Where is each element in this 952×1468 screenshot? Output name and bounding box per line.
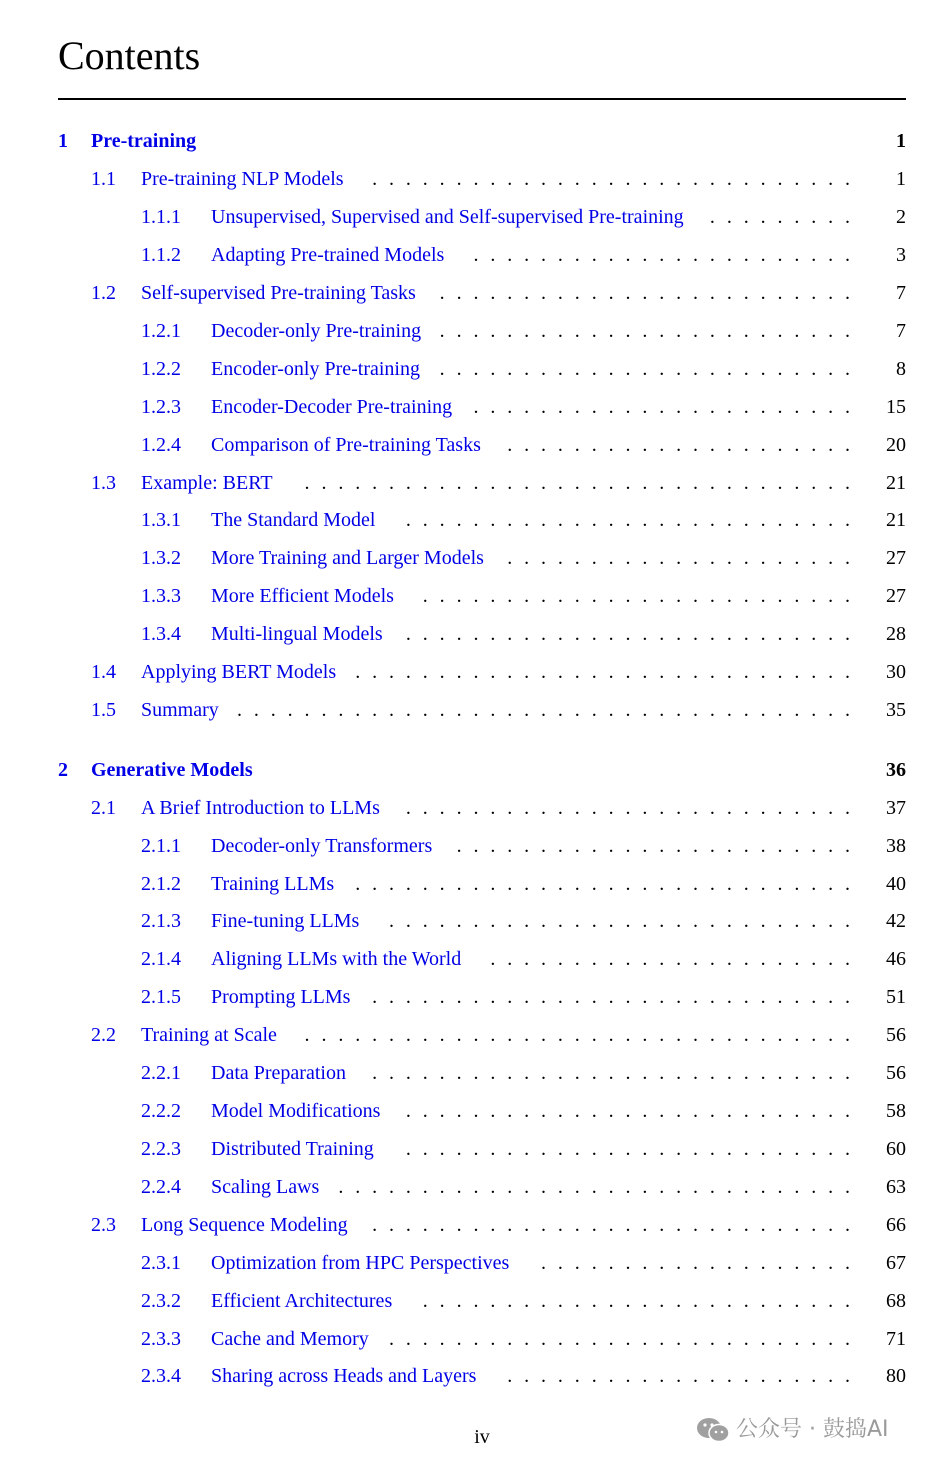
toc-entry-title[interactable]: Applying BERT Models: [141, 661, 337, 683]
toc-subsection-entry[interactable]: [0, 1059, 952, 1087]
toc-entry-number: 2.3.3: [141, 1328, 181, 1350]
toc-dot-leader: . . . . . . . . . . . . . . . . . . . . . . . . . . . .: [389, 910, 851, 932]
toc-entry-number: 2.2: [91, 1024, 116, 1046]
toc-entry-title[interactable]: Generative Models: [91, 759, 253, 781]
toc-entry-number: 1.2.4: [141, 434, 181, 456]
toc-entry-title[interactable]: Decoder-only Pre-training: [211, 320, 422, 342]
page-number: iv: [474, 1426, 490, 1448]
toc-entry-page[interactable]: 27: [886, 547, 906, 569]
toc-entry-title[interactable]: Example: BERT: [141, 472, 273, 494]
toc-entry-number: 1.5: [91, 699, 116, 721]
toc-dot-leader: . . . . . . . . . . . . . . . . . . . . . . . . . . . . . . . . . . . . .: [236, 699, 851, 721]
toc-dot-leader: . . . . . . . . . . . . . . . . . . . . .: [507, 434, 851, 456]
toc-dot-leader: . . . . . . . . . . . . . . . . . . . . . . .: [473, 244, 851, 266]
toc-entry-number: 1.1.1: [141, 206, 181, 228]
wechat-icon: [696, 1417, 730, 1443]
toc-entry-number: 1.1: [91, 168, 116, 190]
toc-entry-page[interactable]: 66: [886, 1214, 906, 1236]
toc-entry-page[interactable]: 38: [886, 835, 906, 857]
toc-entry-page[interactable]: 63: [886, 1176, 906, 1198]
toc-subsection-entry[interactable]: [0, 1173, 952, 1201]
toc-entry-title[interactable]: The Standard Model: [211, 509, 376, 531]
toc-entry-page[interactable]: 42: [886, 910, 906, 932]
toc-chapter-entry[interactable]: [0, 756, 952, 784]
toc-entry-page[interactable]: 7: [896, 320, 906, 342]
toc-entry-number: 1.3.1: [141, 509, 181, 531]
toc-entry-number: 1.2.3: [141, 396, 181, 418]
watermark-text: 公众号 · 鼓捣AI: [736, 1417, 889, 1442]
toc-dot-leader: . . . . . . . . . . . . . . . . . . . . . . . . . . . . . . . . .: [304, 1024, 851, 1046]
toc-subsection-entry[interactable]: [0, 1249, 952, 1277]
toc-entry-number: 2: [58, 759, 68, 781]
toc-entry-number: 2.1.3: [141, 910, 181, 932]
toc-entry-page[interactable]: 7: [896, 282, 906, 304]
toc-entry-title[interactable]: Encoder-only Pre-training: [211, 358, 420, 380]
toc-entry-number: 1.3.4: [141, 623, 181, 645]
toc-dot-leader: . . . . . . . . . . . . . . . . . . . . . . . .: [456, 835, 851, 857]
toc-entry-page[interactable]: 28: [886, 623, 906, 645]
toc-entry-page[interactable]: 3: [896, 244, 906, 266]
toc-entry-number: 2.2.2: [141, 1100, 181, 1122]
toc-entry-number: 2.3: [91, 1214, 116, 1236]
toc-dot-leader: . . . . . . . . . . . . . . . . . . . . . . . . . .: [422, 585, 851, 607]
toc-entry-page[interactable]: 30: [886, 661, 906, 683]
toc-entry-number: 2.1.4: [141, 948, 181, 970]
toc-entry-number: 2.3.4: [141, 1365, 181, 1387]
toc-entry-number: 2.3.1: [141, 1252, 181, 1274]
toc-subsection-entry[interactable]: [0, 983, 952, 1011]
toc-section-entry[interactable]: [0, 279, 952, 307]
toc-entry-title[interactable]: Scaling Laws: [211, 1176, 320, 1198]
toc-subsection-entry[interactable]: [0, 203, 952, 231]
toc-section-entry[interactable]: [0, 696, 952, 724]
toc-entry-title[interactable]: Cache and Memory: [211, 1328, 369, 1350]
toc-dot-leader: . . . . . . . . . . . . . . . . . . . . . . . . . . .: [405, 623, 851, 645]
toc-entry-page[interactable]: 8: [896, 358, 906, 380]
toc-dot-leader: . . . . . . . . . . . . . . . . . . . . . . . . . . . . . .: [355, 661, 851, 683]
toc-dot-leader: . . . . . . . . . . . . . . . . . . . . . . . . .: [439, 358, 851, 380]
toc-dot-leader: . . . . . . . . . . . . . . . . . . . . . . .: [473, 396, 851, 418]
toc-entry-title[interactable]: Multi-lingual Models: [211, 623, 383, 645]
toc-entry-title[interactable]: Efficient Architectures: [211, 1290, 393, 1312]
toc-entry-title[interactable]: Prompting LLMs: [211, 986, 351, 1008]
toc-entry-page[interactable]: 60: [886, 1138, 906, 1160]
page-title: Contents: [58, 33, 201, 78]
toc-dot-leader: . . . . . . . . . . . . . . . . . . . . . . . . . . .: [405, 797, 851, 819]
toc-dot-leader: . . . . . . . . . . . . . . . . . . . . . . . . .: [439, 320, 851, 342]
toc-entry-page[interactable]: 21: [886, 472, 906, 494]
toc-section-entry[interactable]: [0, 165, 952, 193]
toc-entry-page[interactable]: 1: [896, 168, 906, 190]
toc-section-entry[interactable]: [0, 794, 952, 822]
toc-entry-number: 2.2.1: [141, 1062, 181, 1084]
toc-entry-page[interactable]: 71: [886, 1328, 906, 1350]
toc-subsection-entry[interactable]: [0, 393, 952, 421]
toc-entry-number: 2.2.4: [141, 1176, 181, 1198]
toc-subsection-entry[interactable]: [0, 832, 952, 860]
toc-dot-leader: . . . . . . . . . . . . . . . . . . . . .: [507, 547, 851, 569]
toc-entry-number: 1.2.1: [141, 320, 181, 342]
toc-entry-title[interactable]: Unsupervised, Supervised and Self-supervised Pre-training: [211, 206, 684, 228]
toc-subsection-entry[interactable]: [0, 1362, 952, 1390]
toc-entry-page[interactable]: 37: [886, 797, 906, 819]
toc-dot-leader: . . . . . . . . . . . . . . . . . . . . . . . . . . .: [405, 509, 851, 531]
toc-entry-number: 1.4: [91, 661, 116, 683]
toc-dot-leader: . . . . . . . . . . . . . . . . . . . . . . . . . . . . . .: [355, 873, 851, 895]
toc-entry-number: 1.3.3: [141, 585, 181, 607]
toc-dot-leader: . . . . . . . . . . . . . . . . . . .: [541, 1252, 851, 1274]
toc-entry-title[interactable]: Adapting Pre-trained Models: [211, 244, 445, 266]
toc-subsection-entry[interactable]: [0, 1287, 952, 1315]
toc-entry-page[interactable]: 35: [886, 699, 906, 721]
toc-dot-leader: . . . . . . . . . . . . . . . . . . . . . . . . . . .: [405, 1138, 851, 1160]
toc-dot-leader: . . . . . . . . . . . . . . . . . . . . . . . . . . . . . . . . .: [304, 472, 851, 494]
toc-entry-number: 2.1.5: [141, 986, 181, 1008]
toc-subsection-entry[interactable]: [0, 241, 952, 269]
toc-entry-title[interactable]: Distributed Training: [211, 1138, 374, 1160]
toc-subsection-entry[interactable]: [0, 582, 952, 610]
toc-entry-title[interactable]: Aligning LLMs with the World: [211, 948, 462, 970]
toc-entry-page[interactable]: 58: [886, 1100, 906, 1122]
toc-entry-title[interactable]: Decoder-only Transformers: [211, 835, 433, 857]
toc-dot-leader: . . . . . . . . . . . . . . . . . . . . . . . . . . . . .: [372, 986, 851, 1008]
toc-entry-title[interactable]: Sharing across Heads and Layers: [211, 1365, 477, 1387]
toc-dot-leader: . . . . . . . . . . . . . . . . . . . . . . . . . . . . .: [372, 168, 851, 190]
toc-dot-leader: . . . . . . . . . . . . . . . . . . . . . . . . .: [439, 282, 851, 304]
toc-entry-number: 2.1.1: [141, 835, 181, 857]
toc-subsection-entry[interactable]: [0, 355, 952, 383]
toc-entry-title[interactable]: Optimization from HPC Perspectives: [211, 1252, 510, 1274]
toc-chapter-entry[interactable]: [0, 127, 952, 155]
toc-entry-title[interactable]: Pre-training: [91, 130, 197, 152]
toc-entry-title[interactable]: More Efficient Models: [211, 585, 394, 607]
toc-entry-number: 2.1: [91, 797, 116, 819]
toc-dot-leader: . . . . . . . . . . . . . . . . . . . . . . . . . . . . . . .: [338, 1176, 851, 1198]
toc-entry-title[interactable]: Long Sequence Modeling: [141, 1214, 348, 1236]
toc-dot-leader: . . . . . . . . . . . . . . . . . . . . . . . . . . .: [405, 1100, 851, 1122]
toc-entry-title[interactable]: More Training and Larger Models: [211, 547, 484, 569]
toc-subsection-entry[interactable]: [0, 431, 952, 459]
toc-entry-number: 1.2: [91, 282, 116, 304]
toc-entry-page[interactable]: 56: [886, 1024, 906, 1046]
toc-entry-title[interactable]: Training LLMs: [211, 873, 335, 895]
toc-entry-number: 1.1.2: [141, 244, 181, 266]
watermark: [696, 1412, 889, 1448]
toc-entry-page[interactable]: 21: [886, 509, 906, 531]
toc-subsection-entry[interactable]: [0, 317, 952, 345]
toc-entry-number: 2.1.2: [141, 873, 181, 895]
toc-dot-leader: . . . . . . . . . . . . . . . . . . . . . . . . . .: [422, 1290, 851, 1312]
toc-entry-page[interactable]: 2: [896, 206, 906, 228]
toc-entry-title[interactable]: Data Preparation: [211, 1062, 346, 1084]
toc-entry-number: 1.3: [91, 472, 116, 494]
toc-entry-number: 1.2.2: [141, 358, 181, 380]
toc-section-entry[interactable]: [0, 1021, 952, 1049]
toc-entry-number: 2.2.3: [141, 1138, 181, 1160]
toc-subsection-entry[interactable]: [0, 945, 952, 973]
toc-entry-page[interactable]: 36: [886, 759, 906, 781]
toc-entry-page[interactable]: 67: [886, 1252, 906, 1274]
toc-subsection-entry[interactable]: [0, 870, 952, 898]
toc-entry-title[interactable]: A Brief Introduction to LLMs: [141, 797, 380, 819]
toc-subsection-entry[interactable]: [0, 620, 952, 648]
toc-entry-number: 1.3.2: [141, 547, 181, 569]
toc-section-entry[interactable]: [0, 469, 952, 497]
toc-entry-page[interactable]: 20: [886, 434, 906, 456]
toc-subsection-entry[interactable]: [0, 544, 952, 572]
toc-entry-page[interactable]: 56: [886, 1062, 906, 1084]
toc-subsection-entry[interactable]: [0, 1325, 952, 1353]
toc-entry-number: 2.3.2: [141, 1290, 181, 1312]
toc-entry-title[interactable]: Comparison of Pre-training Tasks: [211, 434, 481, 456]
toc-dot-leader: . . . . . . . . . . . . . . . . . . . . . . . . . . . . .: [372, 1062, 851, 1084]
toc-entry-title[interactable]: Pre-training NLP Models: [141, 168, 344, 190]
toc-entry-title[interactable]: Self-supervised Pre-training Tasks: [141, 282, 416, 304]
toc-entry-page[interactable]: 40: [886, 873, 906, 895]
toc-dot-leader: . . . . . . . . . . . . . . . . . . . . . . . . . . . . .: [372, 1214, 851, 1236]
toc-entry-page[interactable]: 46: [886, 948, 906, 970]
toc-dot-leader: . . . . . . . . .: [709, 206, 851, 228]
toc-dot-leader: . . . . . . . . . . . . . . . . . . . . .: [507, 1365, 851, 1387]
toc-entry-page[interactable]: 1: [896, 130, 906, 152]
toc-entry-title[interactable]: Training at Scale: [141, 1024, 277, 1046]
toc-entry-page[interactable]: 68: [886, 1290, 906, 1312]
toc-subsection-entry[interactable]: [0, 1097, 952, 1125]
toc-entry-page[interactable]: 15: [886, 396, 906, 418]
toc-dot-leader: . . . . . . . . . . . . . . . . . . . . . .: [490, 948, 851, 970]
toc-subsection-entry[interactable]: [0, 1135, 952, 1163]
toc-entry-title[interactable]: Model Modifications: [211, 1100, 381, 1122]
toc-section-entry[interactable]: [0, 658, 952, 686]
toc-entry-title[interactable]: Fine-tuning LLMs: [211, 910, 360, 932]
toc-subsection-entry[interactable]: [0, 907, 952, 935]
toc-entry-title[interactable]: Encoder-Decoder Pre-training: [211, 396, 453, 418]
toc-entry-page[interactable]: 80: [886, 1365, 906, 1387]
toc-section-entry[interactable]: [0, 1211, 952, 1239]
toc-entry-title[interactable]: Summary: [141, 699, 219, 721]
toc-subsection-entry[interactable]: [0, 506, 952, 534]
toc-entry-page[interactable]: 51: [886, 986, 906, 1008]
toc-entry-page[interactable]: 27: [886, 585, 906, 607]
toc-dot-leader: . . . . . . . . . . . . . . . . . . . . . . . . . . . .: [389, 1328, 851, 1350]
toc-entry-number: 1: [58, 130, 68, 152]
